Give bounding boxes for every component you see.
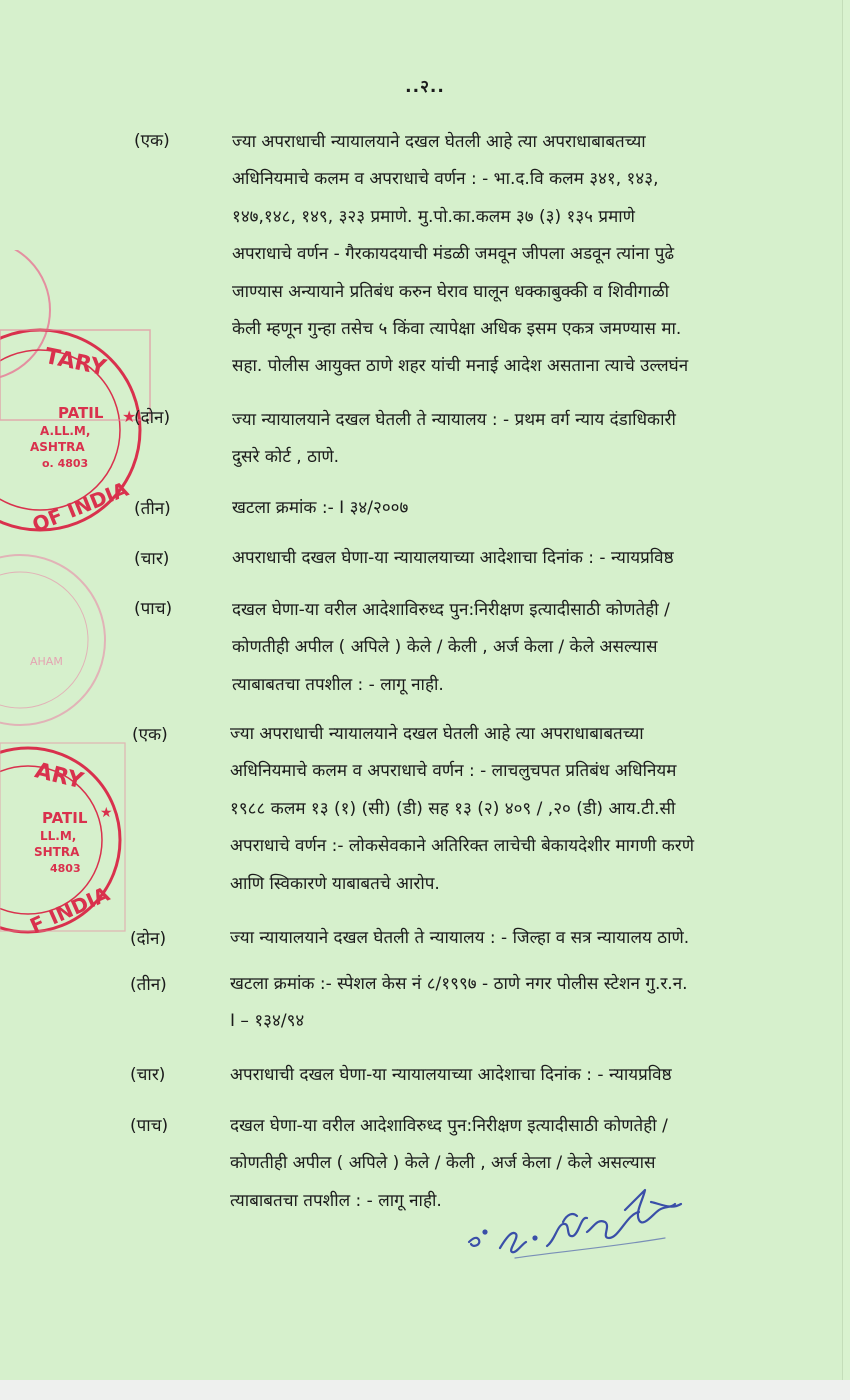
text-line: त्याबाबतचा तपशील : - लागू नाही. bbox=[232, 674, 444, 695]
sec1-label-1: (एक) bbox=[134, 131, 170, 151]
stamp1-line-2: PATIL bbox=[58, 404, 104, 422]
sec1-label-4: (चार) bbox=[134, 549, 170, 569]
sec1-item-4-text bbox=[232, 540, 674, 577]
sec2-label-4: (चार) bbox=[130, 1065, 166, 1085]
sec2-label-5: (पाच) bbox=[130, 1116, 169, 1136]
text-line: सहा. पोलीस आयुक्त ठाणे शहर यांची मनाई आदेश असताना त्याचे उल्लघंन bbox=[232, 356, 689, 377]
text-line: जाण्यास अन्यायाने प्रतिबंध करुन घेराव घालून धक्काबुक्की व शिवीगाळी bbox=[232, 281, 670, 302]
sec2-label-2: (दोन) bbox=[130, 929, 167, 949]
text-line: ज्या न्यायालयाने दखल घेतली ते न्यायालय : - जिल्हा व सत्र न्यायालय ठाणे. bbox=[230, 928, 690, 948]
text-line: कोणतीही अपील ( अपिले ) केले / केली , अर्ज केला / केले असल्यास bbox=[232, 637, 658, 658]
text-line: I – १३४/९४ bbox=[230, 1011, 305, 1032]
text-line: अधिनियमाचे कलम व अपराधाचे वर्णन : - लाचलुचपत प्रतिबंध अधिनियम bbox=[230, 761, 677, 782]
notary-stamp-bottom bbox=[0, 735, 140, 940]
stamp1-line-5: o. 4803 bbox=[42, 457, 89, 470]
faded-stamp-middle bbox=[0, 545, 120, 745]
sec2-label-3: (तीन) bbox=[130, 975, 167, 995]
text-line: ज्या अपराधाची न्यायालयाने दखल घेतली आहे त्या अपराधाबाबतच्या bbox=[230, 724, 644, 744]
text-line: खटला क्रमांक :- I ३४/२००७ bbox=[232, 498, 409, 518]
stamp2-line-4: SHTRA bbox=[34, 845, 80, 859]
text-line: ज्या अपराधाची न्यायालयाने दखल घेतली आहे त्या अपराधाबाबतच्या bbox=[232, 132, 646, 152]
stamp1-line-1: TARY bbox=[42, 343, 109, 382]
stamp1-line-4: ASHTRA bbox=[30, 440, 85, 454]
sec1-label-3: (तीन) bbox=[134, 499, 171, 519]
text-line: अपराधाची दखल घेणा-या न्यायालयाच्या आदेशाचा दिनांक : - न्यायप्रविष्ठ bbox=[232, 548, 674, 568]
sec1-item-3-text bbox=[232, 490, 408, 527]
text-line: दखल घेणा-या वरील आदेशाविरुध्द पुन:निरीक्षण इत्यादीसाठी कोणतेही / bbox=[232, 600, 670, 620]
text-line: आणि स्विकारणे याबाबतचे आरोप. bbox=[230, 873, 440, 894]
sec2-label-1: (एक) bbox=[132, 725, 168, 745]
text-line: कोणतीही अपील ( अपिले ) केले / केली , अर्ज केला / केले असल्यास bbox=[230, 1153, 656, 1174]
sec2-item-3-text bbox=[230, 966, 688, 1041]
stamp2-line-3: LL.M, bbox=[40, 829, 77, 843]
text-line: १४७,१४८, १४९, ३२३ प्रमाणे. मु.पो.का.कलम ३७ (३) १३५ प्रमाणे bbox=[232, 206, 635, 227]
text-line: अधिनियमाचे कलम व अपराधाचे वर्णन : - भा.द.वि कलम ३४१, १४३, bbox=[232, 169, 659, 190]
text-line: दुसरे कोर्ट , ठाणे. bbox=[232, 447, 340, 468]
sec1-item-1-text bbox=[232, 124, 688, 386]
stamp2-line-6: F INDIA bbox=[26, 881, 114, 938]
text-line: अपराधाचे वर्णन - गैरकायदयाची मंडळी जमवून जीपला अडवून त्यांना पुढे bbox=[232, 244, 675, 265]
stamp2-line-2: PATIL bbox=[42, 809, 88, 827]
svg-text:★: ★ bbox=[122, 407, 137, 426]
stamp2-line-5: 4803 bbox=[50, 862, 81, 875]
scan-bottom-edge bbox=[0, 1380, 850, 1400]
text-line: खटला क्रमांक :- स्पेशल केस नं ८/१९९७ - ठाणे नगर पोलीस स्टेशन गु.र.न. bbox=[230, 974, 688, 994]
sec1-item-5-text bbox=[232, 592, 670, 704]
sec1-label-2: (दोन) bbox=[134, 408, 171, 428]
text-line: १९८८ कलम १३ (१) (सी) (डी) सह १३ (२) ४०९ / ,२० (डी) आय.टी.सी bbox=[230, 798, 676, 819]
handwritten-signature bbox=[455, 1182, 705, 1272]
sec1-item-2-text bbox=[232, 402, 676, 477]
text-line: केली म्हणून गुन्हा तसेच ५ किंवा त्यापेक्षा अधिक इसम एकत्र जमण्यास मा. bbox=[232, 318, 682, 339]
faded-stamp-text: AHAM bbox=[30, 655, 63, 668]
stamp1-line-3: A.LL.M, bbox=[40, 424, 91, 438]
text-line: ज्या न्यायालयाने दखल घेतली ते न्यायालय : - प्रथम वर्ग न्याय दंडाधिकारी bbox=[232, 410, 676, 430]
sec2-item-1-text bbox=[230, 716, 694, 903]
text-line: अपराधाची दखल घेणा-या न्यायालयाच्या आदेशाचा दिनांक : - न्यायप्रविष्ठ bbox=[230, 1065, 672, 1085]
sec1-label-5: (पाच) bbox=[134, 599, 173, 619]
text-line: त्याबाबतचा तपशील : - लागू नाही. bbox=[230, 1190, 442, 1211]
text-line: दखल घेणा-या वरील आदेशाविरुध्द पुन:निरीक्षण इत्यादीसाठी कोणतेही / bbox=[230, 1116, 668, 1136]
sec2-item-4-text bbox=[230, 1057, 672, 1094]
svg-text:★: ★ bbox=[100, 805, 113, 821]
text-line: अपराधाचे वर्णन :- लोकसेवकाने अतिरिक्त लाचेची बेकायदेशीर मागणी करणे bbox=[230, 836, 695, 857]
stamp2-line-1: ARY bbox=[32, 758, 86, 795]
sec2-item-2-text bbox=[230, 920, 689, 957]
stamp1-line-6: OF INDIA bbox=[28, 476, 132, 538]
page-number: ..२.. bbox=[405, 77, 445, 97]
